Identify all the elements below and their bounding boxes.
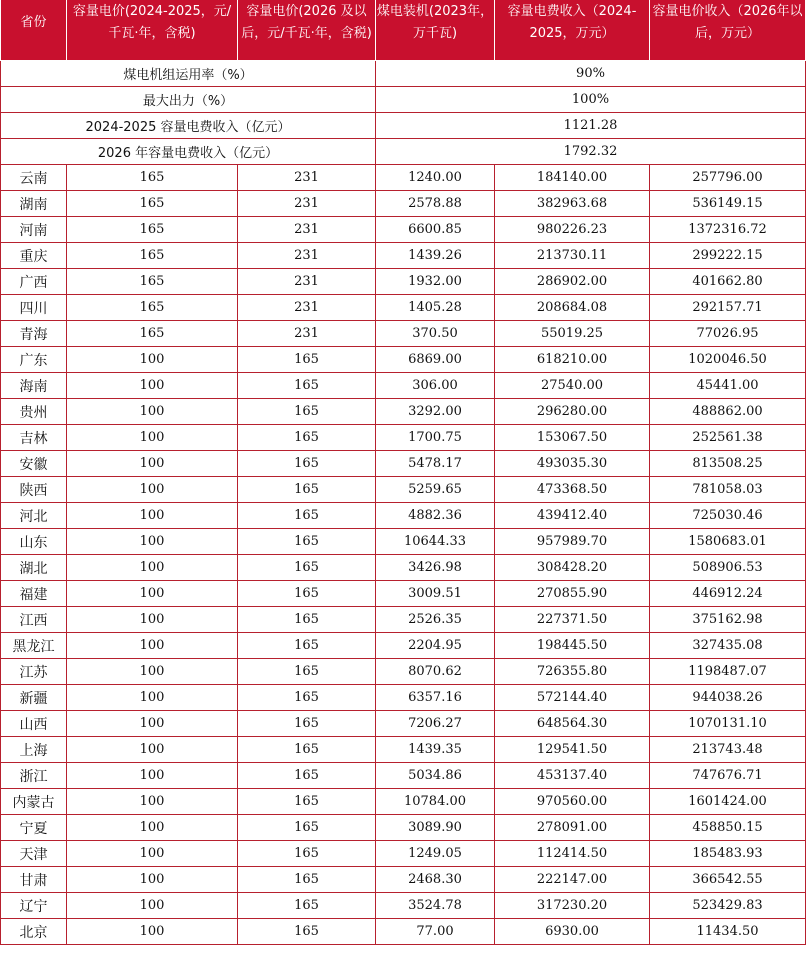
coal-capacity-cell: 3009.51	[376, 581, 495, 607]
revenue-2024-2025-cell: 153067.50	[495, 425, 650, 451]
revenue-2024-2025-cell: 286902.00	[495, 269, 650, 295]
coal-capacity-cell: 2578.88	[376, 191, 495, 217]
header-coal-capacity-2023: 煤电装机(2023年，万千瓦)	[376, 0, 495, 61]
price-2026-cell: 231	[238, 165, 376, 191]
coal-capacity-cell: 3292.00	[376, 399, 495, 425]
coal-capacity-cell: 370.50	[376, 321, 495, 347]
province-cell: 山东	[1, 529, 67, 555]
revenue-2024-2025-cell: 208684.08	[495, 295, 650, 321]
province-cell: 黑龙江	[1, 633, 67, 659]
price-2024-2025-cell: 100	[67, 711, 238, 737]
revenue-2024-2025-cell: 493035.30	[495, 451, 650, 477]
price-2024-2025-cell: 100	[67, 893, 238, 919]
province-cell: 四川	[1, 295, 67, 321]
coal-capacity-cell: 1240.00	[376, 165, 495, 191]
coal-capacity-cell: 4882.36	[376, 503, 495, 529]
province-cell: 河南	[1, 217, 67, 243]
price-2024-2025-cell: 100	[67, 763, 238, 789]
province-cell: 辽宁	[1, 893, 67, 919]
province-cell: 浙江	[1, 763, 67, 789]
province-cell: 青海	[1, 321, 67, 347]
province-cell: 云南	[1, 165, 67, 191]
summary-label: 2026 年容量电费收入（亿元）	[1, 139, 376, 165]
header-revenue-2026: 容量电价收入（2026年以后，万元）	[650, 0, 806, 61]
summary-value: 100%	[376, 87, 806, 113]
revenue-2024-2025-cell: 453137.40	[495, 763, 650, 789]
province-cell: 贵州	[1, 399, 67, 425]
header-revenue-2024-2025: 容量电费收入（2024-2025，万元）	[495, 0, 650, 61]
price-2024-2025-cell: 100	[67, 399, 238, 425]
price-2024-2025-cell: 100	[67, 919, 238, 945]
revenue-2024-2025-cell: 980226.23	[495, 217, 650, 243]
table-row	[1, 555, 806, 581]
table-row	[1, 373, 806, 399]
province-cell: 湖北	[1, 555, 67, 581]
province-cell: 山西	[1, 711, 67, 737]
price-2024-2025-cell: 100	[67, 451, 238, 477]
table-row	[1, 919, 806, 945]
price-2024-2025-cell: 165	[67, 269, 238, 295]
header-price-2026: 容量电价(2026 及以后，元/千瓦·年，含税)	[238, 0, 376, 61]
revenue-2026-cell: 11434.50	[650, 919, 806, 945]
revenue-2026-cell: 1372316.72	[650, 217, 806, 243]
coal-capacity-cell: 1405.28	[376, 295, 495, 321]
price-2026-cell: 165	[238, 685, 376, 711]
coal-capacity-cell: 1249.05	[376, 841, 495, 867]
price-2026-cell: 231	[238, 321, 376, 347]
table-row	[1, 347, 806, 373]
table-row	[1, 893, 806, 919]
price-2024-2025-cell: 100	[67, 633, 238, 659]
table-row	[1, 191, 806, 217]
price-2026-cell: 165	[238, 659, 376, 685]
revenue-2026-cell: 488862.00	[650, 399, 806, 425]
price-2026-cell: 165	[238, 633, 376, 659]
table-row	[1, 425, 806, 451]
price-2024-2025-cell: 100	[67, 425, 238, 451]
revenue-2026-cell: 458850.15	[650, 815, 806, 841]
revenue-2024-2025-cell: 227371.50	[495, 607, 650, 633]
province-cell: 江苏	[1, 659, 67, 685]
revenue-2026-cell: 45441.00	[650, 373, 806, 399]
table-row	[1, 451, 806, 477]
price-2026-cell: 165	[238, 763, 376, 789]
price-2024-2025-cell: 100	[67, 841, 238, 867]
price-2024-2025-cell: 100	[67, 815, 238, 841]
price-2024-2025-cell: 100	[67, 867, 238, 893]
summary-row	[1, 87, 806, 113]
table-row	[1, 763, 806, 789]
revenue-2024-2025-cell: 112414.50	[495, 841, 650, 867]
coal-capacity-cell: 6869.00	[376, 347, 495, 373]
revenue-2026-cell: 252561.38	[650, 425, 806, 451]
revenue-2026-cell: 523429.83	[650, 893, 806, 919]
coal-capacity-cell: 306.00	[376, 373, 495, 399]
revenue-2026-cell: 401662.80	[650, 269, 806, 295]
price-2024-2025-cell: 165	[67, 243, 238, 269]
coal-capacity-cell: 5478.17	[376, 451, 495, 477]
price-2026-cell: 165	[238, 503, 376, 529]
price-2026-cell: 231	[238, 269, 376, 295]
revenue-2026-cell: 1020046.50	[650, 347, 806, 373]
province-cell: 新疆	[1, 685, 67, 711]
coal-capacity-cell: 1700.75	[376, 425, 495, 451]
province-cell: 海南	[1, 373, 67, 399]
revenue-2024-2025-cell: 382963.68	[495, 191, 650, 217]
table-row	[1, 659, 806, 685]
price-2024-2025-cell: 165	[67, 295, 238, 321]
price-2026-cell: 165	[238, 581, 376, 607]
revenue-2024-2025-cell: 55019.25	[495, 321, 650, 347]
revenue-2026-cell: 1580683.01	[650, 529, 806, 555]
revenue-2026-cell: 1198487.07	[650, 659, 806, 685]
table-row	[1, 815, 806, 841]
revenue-2026-cell: 508906.53	[650, 555, 806, 581]
province-cell: 上海	[1, 737, 67, 763]
summary-value: 90%	[376, 61, 806, 87]
price-2024-2025-cell: 100	[67, 529, 238, 555]
summary-row	[1, 61, 806, 87]
revenue-2024-2025-cell: 278091.00	[495, 815, 650, 841]
table-row	[1, 737, 806, 763]
revenue-2024-2025-cell: 970560.00	[495, 789, 650, 815]
revenue-2024-2025-cell: 957989.70	[495, 529, 650, 555]
revenue-2026-cell: 257796.00	[650, 165, 806, 191]
header-province: 省份	[1, 0, 67, 61]
price-2024-2025-cell: 165	[67, 217, 238, 243]
summary-value: 1121.28	[376, 113, 806, 139]
province-cell: 广东	[1, 347, 67, 373]
summary-label: 最大出力（%）	[1, 87, 376, 113]
province-cell: 吉林	[1, 425, 67, 451]
summary-section	[1, 61, 806, 165]
coal-capacity-cell: 2526.35	[376, 607, 495, 633]
revenue-2024-2025-cell: 27540.00	[495, 373, 650, 399]
price-2024-2025-cell: 165	[67, 321, 238, 347]
price-2026-cell: 165	[238, 841, 376, 867]
summary-value: 1792.32	[376, 139, 806, 165]
revenue-2024-2025-cell: 129541.50	[495, 737, 650, 763]
price-2024-2025-cell: 100	[67, 503, 238, 529]
price-2026-cell: 165	[238, 347, 376, 373]
province-cell: 陕西	[1, 477, 67, 503]
price-2026-cell: 165	[238, 555, 376, 581]
price-2026-cell: 165	[238, 425, 376, 451]
price-2026-cell: 165	[238, 529, 376, 555]
table-row	[1, 685, 806, 711]
revenue-2024-2025-cell: 296280.00	[495, 399, 650, 425]
revenue-2026-cell: 292157.71	[650, 295, 806, 321]
coal-capacity-cell: 6357.16	[376, 685, 495, 711]
province-cell: 甘肃	[1, 867, 67, 893]
province-cell: 天津	[1, 841, 67, 867]
revenue-2026-cell: 77026.95	[650, 321, 806, 347]
coal-capacity-cell: 10644.33	[376, 529, 495, 555]
summary-label: 煤电机组运用率（%）	[1, 61, 376, 87]
table-row	[1, 529, 806, 555]
revenue-2026-cell: 446912.24	[650, 581, 806, 607]
revenue-2024-2025-cell: 726355.80	[495, 659, 650, 685]
table-row	[1, 867, 806, 893]
table-row	[1, 217, 806, 243]
province-cell: 江西	[1, 607, 67, 633]
coal-capacity-cell: 8070.62	[376, 659, 495, 685]
revenue-2026-cell: 299222.15	[650, 243, 806, 269]
price-2026-cell: 231	[238, 191, 376, 217]
table-row	[1, 841, 806, 867]
coal-capacity-cell: 7206.27	[376, 711, 495, 737]
coal-capacity-cell: 1439.26	[376, 243, 495, 269]
revenue-2026-cell: 366542.55	[650, 867, 806, 893]
table-row	[1, 477, 806, 503]
price-2024-2025-cell: 100	[67, 737, 238, 763]
revenue-2024-2025-cell: 317230.20	[495, 893, 650, 919]
revenue-2024-2025-cell: 439412.40	[495, 503, 650, 529]
revenue-2026-cell: 781058.03	[650, 477, 806, 503]
price-2026-cell: 165	[238, 477, 376, 503]
revenue-2026-cell: 536149.15	[650, 191, 806, 217]
price-2026-cell: 165	[238, 789, 376, 815]
revenue-2026-cell: 185483.93	[650, 841, 806, 867]
price-2026-cell: 165	[238, 893, 376, 919]
revenue-2026-cell: 1070131.10	[650, 711, 806, 737]
coal-capacity-cell: 3426.98	[376, 555, 495, 581]
province-cell: 安徽	[1, 451, 67, 477]
price-2024-2025-cell: 100	[67, 373, 238, 399]
price-2024-2025-cell: 100	[67, 555, 238, 581]
table-row	[1, 269, 806, 295]
price-2024-2025-cell: 165	[67, 165, 238, 191]
coal-capacity-cell: 1932.00	[376, 269, 495, 295]
price-2024-2025-cell: 100	[67, 659, 238, 685]
header-price-2024-2025: 容量电价(2024-2025，元/千瓦·年，含税)	[67, 0, 238, 61]
coal-capacity-cell: 3524.78	[376, 893, 495, 919]
price-2026-cell: 165	[238, 373, 376, 399]
revenue-2024-2025-cell: 648564.30	[495, 711, 650, 737]
revenue-2024-2025-cell: 270855.90	[495, 581, 650, 607]
price-2026-cell: 165	[238, 737, 376, 763]
table-row	[1, 165, 806, 191]
revenue-2024-2025-cell: 6930.00	[495, 919, 650, 945]
table-row	[1, 503, 806, 529]
revenue-2024-2025-cell: 308428.20	[495, 555, 650, 581]
price-2026-cell: 165	[238, 815, 376, 841]
price-2024-2025-cell: 165	[67, 191, 238, 217]
table-row	[1, 789, 806, 815]
price-2024-2025-cell: 100	[67, 477, 238, 503]
price-2026-cell: 231	[238, 295, 376, 321]
price-2026-cell: 231	[238, 217, 376, 243]
coal-capacity-cell: 77.00	[376, 919, 495, 945]
revenue-2026-cell: 1601424.00	[650, 789, 806, 815]
price-2026-cell: 165	[238, 919, 376, 945]
coal-capacity-cell: 3089.90	[376, 815, 495, 841]
table-row	[1, 243, 806, 269]
table-row	[1, 399, 806, 425]
coal-capacity-cell: 6600.85	[376, 217, 495, 243]
revenue-2026-cell: 375162.98	[650, 607, 806, 633]
province-cell: 重庆	[1, 243, 67, 269]
price-2026-cell: 165	[238, 867, 376, 893]
summary-label: 2024-2025 容量电费收入（亿元）	[1, 113, 376, 139]
revenue-2026-cell: 327435.08	[650, 633, 806, 659]
province-cell: 河北	[1, 503, 67, 529]
province-rows	[1, 165, 806, 945]
price-2024-2025-cell: 100	[67, 581, 238, 607]
province-cell: 内蒙古	[1, 789, 67, 815]
table-row	[1, 633, 806, 659]
revenue-2024-2025-cell: 213730.11	[495, 243, 650, 269]
province-cell: 宁夏	[1, 815, 67, 841]
coal-capacity-cell: 2468.30	[376, 867, 495, 893]
revenue-2024-2025-cell: 198445.50	[495, 633, 650, 659]
coal-capacity-cell: 10784.00	[376, 789, 495, 815]
price-2026-cell: 165	[238, 451, 376, 477]
table-row	[1, 295, 806, 321]
summary-row	[1, 139, 806, 165]
coal-capacity-cell: 5259.65	[376, 477, 495, 503]
revenue-2026-cell: 944038.26	[650, 685, 806, 711]
price-2024-2025-cell: 100	[67, 789, 238, 815]
province-cell: 北京	[1, 919, 67, 945]
revenue-2026-cell: 813508.25	[650, 451, 806, 477]
revenue-2024-2025-cell: 572144.40	[495, 685, 650, 711]
table-row	[1, 321, 806, 347]
revenue-2024-2025-cell: 184140.00	[495, 165, 650, 191]
revenue-2024-2025-cell: 473368.50	[495, 477, 650, 503]
province-cell: 福建	[1, 581, 67, 607]
coal-capacity-cell: 5034.86	[376, 763, 495, 789]
province-cell: 湖南	[1, 191, 67, 217]
header-row	[1, 0, 806, 61]
price-2026-cell: 231	[238, 243, 376, 269]
coal-capacity-cell: 2204.95	[376, 633, 495, 659]
price-2026-cell: 165	[238, 399, 376, 425]
revenue-2026-cell: 725030.46	[650, 503, 806, 529]
table-row	[1, 607, 806, 633]
table-row	[1, 711, 806, 737]
table-row	[1, 581, 806, 607]
price-2024-2025-cell: 100	[67, 607, 238, 633]
summary-row	[1, 113, 806, 139]
price-2026-cell: 165	[238, 711, 376, 737]
revenue-2024-2025-cell: 222147.00	[495, 867, 650, 893]
coal-capacity-cell: 1439.35	[376, 737, 495, 763]
price-2026-cell: 165	[238, 607, 376, 633]
price-2024-2025-cell: 100	[67, 685, 238, 711]
revenue-2026-cell: 213743.48	[650, 737, 806, 763]
province-cell: 广西	[1, 269, 67, 295]
revenue-2026-cell: 747676.71	[650, 763, 806, 789]
price-2024-2025-cell: 100	[67, 347, 238, 373]
revenue-2024-2025-cell: 618210.00	[495, 347, 650, 373]
